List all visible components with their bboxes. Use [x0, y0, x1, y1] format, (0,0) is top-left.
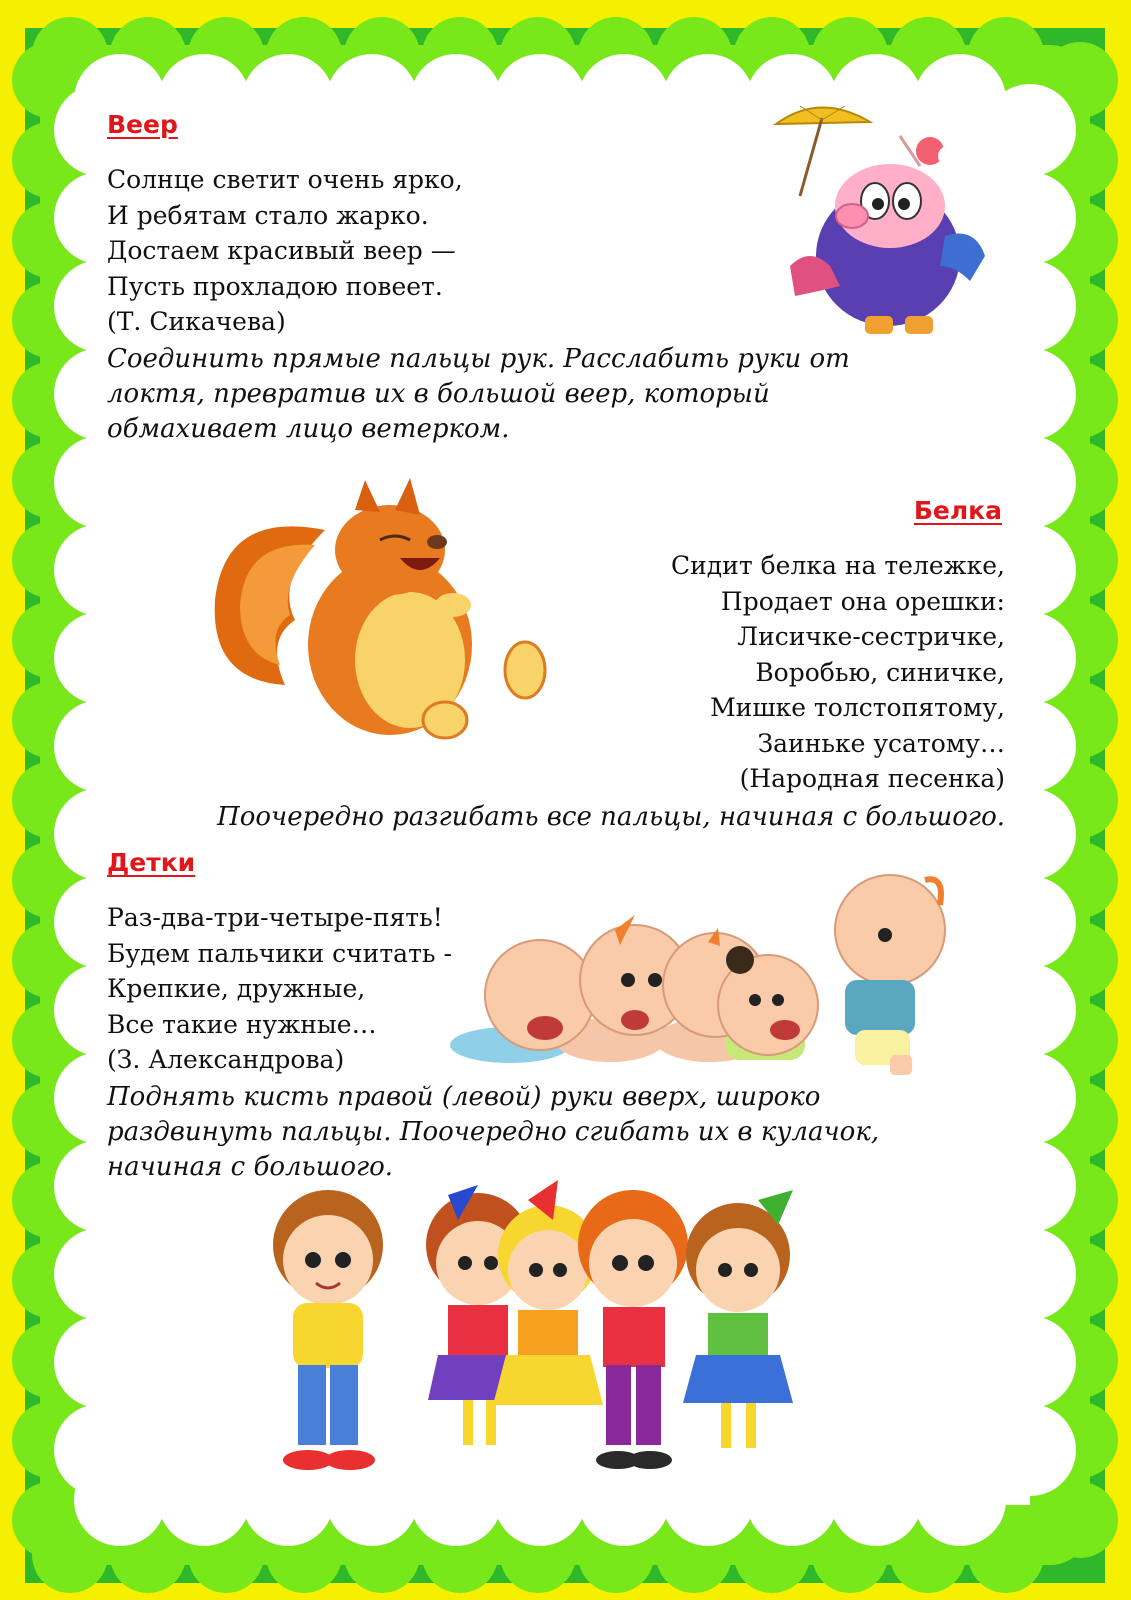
crawling-babies-icon	[450, 870, 955, 1080]
verse-line: Солнце светит очень ярко,	[107, 165, 463, 194]
frame-inner-scallop	[242, 54, 334, 146]
verse-line: Заиньке усатому…	[757, 728, 1005, 758]
nyusha-with-parasol-icon	[770, 96, 1000, 346]
verse-line: Будем пальчики считать -	[107, 938, 452, 968]
verse-line: Лисичке-сестричке,	[737, 622, 1005, 651]
verse-line: Пусть прохладою повеет.	[107, 271, 443, 301]
frame-inner-scallop	[494, 54, 586, 146]
frame-inner-scallop	[984, 876, 1076, 968]
verse-line: Воробью, синичке,	[755, 657, 1005, 687]
frame-inner-scallop	[54, 1228, 146, 1320]
verse-line: Продает она орешки:	[720, 586, 1005, 616]
frame-inner-scallop	[984, 348, 1076, 440]
section-title-belka: Белка	[913, 496, 1002, 525]
frame-inner-scallop	[830, 1454, 922, 1546]
instruction-line: начиная с большого.	[107, 1152, 394, 1182]
verse-line: И ребятам стало жарко.	[107, 200, 429, 230]
poem-author: (Народная песенка)	[739, 764, 1005, 793]
instruction-line: Поочередно разгибать все пальцы, начиная с большого.	[217, 802, 1005, 832]
frame-inner-scallop	[54, 612, 146, 704]
frame-scallop	[1042, 1482, 1118, 1558]
frame-inner-scallop	[54, 1404, 146, 1496]
frame-inner-scallop	[578, 54, 670, 146]
frame-inner-scallop	[662, 54, 754, 146]
verse-line: Мишке толстопятому,	[710, 693, 1005, 722]
frame-inner-scallop	[984, 1052, 1076, 1144]
verse-line: Достаем красивый веер —	[107, 236, 456, 265]
frame-inner-scallop	[54, 700, 146, 792]
instruction-line: обмахивает лицо ветерком.	[107, 414, 510, 444]
verse-line: Крепкие, дружные,	[107, 974, 366, 1003]
poem-belka	[671, 548, 1005, 797]
verse-line: Раз-два-три-четыре-пять!	[107, 903, 443, 932]
verse-line: Сидит белка на тележке,	[670, 551, 1005, 580]
laughing-squirrel-icon	[205, 470, 550, 750]
instruction-detki	[107, 1080, 879, 1185]
group-of-children-icon	[258, 1175, 818, 1480]
poem-detki	[107, 900, 452, 1078]
frame-inner-scallop	[54, 436, 146, 528]
frame-inner-scallop	[54, 524, 146, 616]
instruction-line: локтя, превратив их в большой веер, который	[107, 379, 770, 409]
verse-line: Все такие нужные…	[107, 1009, 377, 1039]
frame-inner-scallop	[984, 1228, 1076, 1320]
frame-inner-scallop	[326, 54, 418, 146]
frame-inner-scallop	[410, 54, 502, 146]
frame-inner-scallop	[984, 1404, 1076, 1496]
instruction-line: раздвинуть пальцы. Поочередно сгибать их в кулачок,	[107, 1117, 880, 1147]
frame-inner-scallop	[984, 1140, 1076, 1232]
frame-inner-scallop	[984, 1316, 1076, 1408]
frame-inner-scallop	[984, 964, 1076, 1056]
instruction-veer	[107, 342, 850, 447]
section-title-detki: Детки	[107, 848, 196, 877]
poem-veer	[107, 162, 463, 340]
section-title-veer: Веер	[107, 110, 178, 139]
instruction-belka	[217, 800, 1005, 835]
frame-inner-scallop	[54, 1316, 146, 1408]
poem-author: (Т. Сикачева)	[107, 307, 286, 336]
poem-author: (З. Александрова)	[107, 1045, 345, 1074]
instruction-line: Поднять кисть правой (левой) руки вверх, широко	[107, 1082, 821, 1112]
instruction-line: Соединить прямые пальцы рук. Расслабить руки от	[107, 344, 850, 374]
frame-inner-scallop	[158, 1454, 250, 1546]
